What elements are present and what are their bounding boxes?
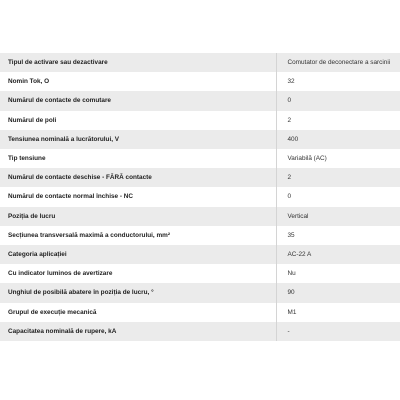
specifications-table: [0, 53, 400, 341]
spec-value: 400: [287, 135, 299, 143]
spec-value: 2: [287, 174, 292, 182]
spec-label: Secțiunea transversală maximă a conductorului, mm²: [0, 226, 276, 245]
spec-label: Tensiunea nominală a lucrătorului, V: [0, 130, 276, 149]
spec-value: 0: [287, 97, 292, 105]
spec-row: [0, 130, 400, 149]
spec-row: [0, 207, 400, 226]
spec-row: [0, 245, 400, 264]
spec-label: Grupul de execuție mecanică: [0, 303, 276, 322]
spec-value: Variabilă (AC): [287, 155, 327, 163]
spec-value: 90: [287, 289, 295, 297]
spec-label: Capacitatea nominală de rupere, kA: [0, 322, 276, 341]
spec-value: Nu: [287, 270, 296, 278]
spec-row: [0, 111, 400, 130]
spec-row: [0, 168, 400, 187]
spec-row: [0, 283, 400, 302]
spec-label: Tip tensiune: [0, 149, 276, 168]
spec-label: Numărul de contacte normal închise - NC: [0, 187, 276, 206]
spec-row: [0, 53, 400, 72]
spec-row: [0, 187, 400, 206]
spec-label: Unghiul de posibilă abatere în poziția de lucru, °: [0, 283, 276, 302]
spec-row: [0, 226, 400, 245]
spec-label: Cu indicator luminos de avertizare: [0, 264, 276, 283]
specifications-body: [0, 53, 400, 341]
spec-label: Categoria aplicației: [0, 245, 276, 264]
spec-row: [0, 149, 400, 168]
spec-value: 0: [287, 193, 292, 201]
spec-label: Numărul de contacte de comutare: [0, 91, 276, 110]
spec-value: -: [287, 327, 290, 335]
spec-value: M1: [287, 308, 297, 316]
spec-value: Comutator de deconectare a sarcinii: [287, 59, 391, 66]
spec-label: Poziția de lucru: [0, 207, 276, 226]
spec-value: Vertical: [287, 212, 309, 220]
spec-row: [0, 72, 400, 91]
spec-row: [0, 303, 400, 322]
spec-row: [0, 322, 400, 341]
spec-value: AC-22 A: [287, 251, 312, 259]
spec-value: 35: [287, 231, 295, 239]
spec-label: Numărul de poli: [0, 111, 276, 130]
spec-label: Numărul de contacte deschise - FĂRĂ contacte: [0, 168, 276, 187]
spec-value: 2: [287, 116, 292, 124]
spec-row: [0, 264, 400, 283]
spec-value: 32: [287, 78, 295, 86]
spec-label: Tipul de activare sau dezactivare: [0, 53, 276, 72]
spec-row: [0, 91, 400, 110]
spec-label: Nomin Tok, O: [0, 72, 276, 91]
